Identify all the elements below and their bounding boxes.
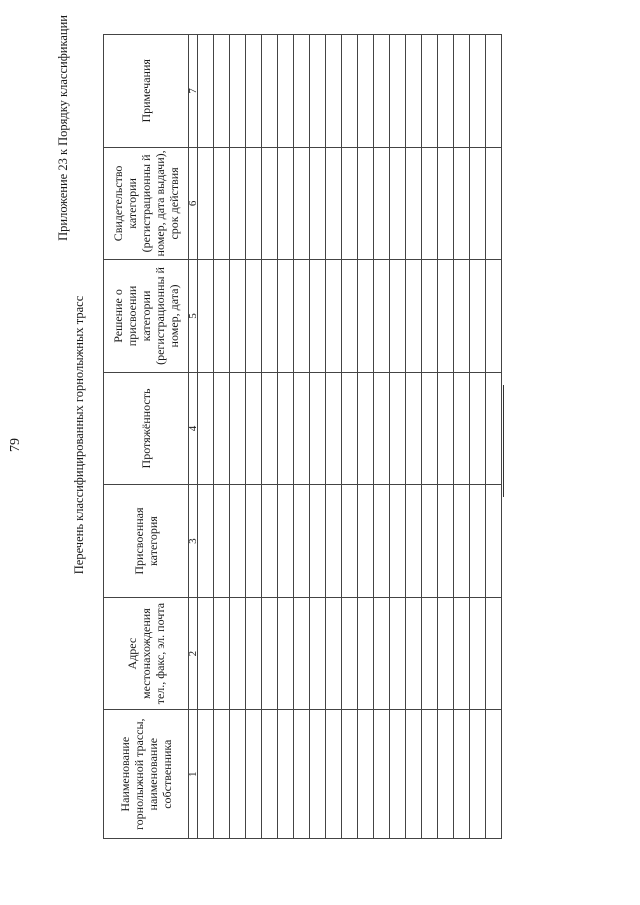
table-cell — [486, 372, 502, 485]
table-cell — [390, 372, 406, 485]
table-cell — [198, 597, 214, 710]
table-cell — [486, 35, 502, 148]
table-cell — [198, 35, 214, 148]
table-cell — [246, 485, 262, 598]
table-cell — [470, 372, 486, 485]
column-number: 2 — [189, 597, 198, 710]
table-cell — [390, 710, 406, 839]
table-cell — [278, 372, 294, 485]
table-cell — [278, 147, 294, 260]
table-cell — [230, 372, 246, 485]
table-cell — [438, 260, 454, 373]
table-cell — [246, 35, 262, 148]
table-cell — [198, 710, 214, 839]
table-cell — [262, 710, 278, 839]
document-title: Перечень классифицированных горнолыжных трасс — [72, 295, 86, 575]
table-cell — [358, 597, 374, 710]
table-cell — [486, 597, 502, 710]
table-cell — [262, 597, 278, 710]
table-cell — [374, 147, 390, 260]
table-cell — [278, 35, 294, 148]
table-cell — [438, 372, 454, 485]
table-cell — [358, 147, 374, 260]
table-cell — [454, 260, 470, 373]
table-cell — [454, 147, 470, 260]
table-row — [406, 35, 422, 839]
table-row — [230, 35, 246, 839]
table-cell — [390, 35, 406, 148]
table-cell — [486, 147, 502, 260]
table-row — [294, 35, 310, 839]
table-cell — [294, 147, 310, 260]
table-cell — [374, 260, 390, 373]
table-row — [262, 35, 278, 839]
table-cell — [198, 485, 214, 598]
table-row — [454, 35, 470, 839]
table-cell — [230, 710, 246, 839]
header-category-certificate: Свидетельство категории (регистрационны й номер, дата выдачи), срок действия — [104, 147, 189, 260]
table-cell — [406, 485, 422, 598]
table-cell — [214, 147, 230, 260]
table-cell — [230, 260, 246, 373]
divider-line — [503, 385, 504, 497]
table-row — [422, 35, 438, 839]
table-cell — [470, 485, 486, 598]
table-cell — [294, 597, 310, 710]
table-cell — [214, 710, 230, 839]
table-cell — [326, 485, 342, 598]
header-category-decision: Решение о присвоении категории (регистрационны й номер, дата) — [104, 260, 189, 373]
column-number: 1 — [189, 710, 198, 839]
table-cell — [214, 597, 230, 710]
table-cell — [374, 597, 390, 710]
table-cell — [294, 35, 310, 148]
table-cell — [342, 597, 358, 710]
table-cell — [374, 485, 390, 598]
table-cell — [230, 597, 246, 710]
table-cell — [390, 485, 406, 598]
table-cell — [342, 485, 358, 598]
table-cell — [422, 35, 438, 148]
table-cell — [294, 710, 310, 839]
table-cell — [326, 147, 342, 260]
table-cell — [422, 260, 438, 373]
table-cell — [246, 147, 262, 260]
table-cell — [470, 147, 486, 260]
column-number: 4 — [189, 372, 198, 485]
column-number: 6 — [189, 147, 198, 260]
table-cell — [310, 260, 326, 373]
table-cell — [214, 485, 230, 598]
table-cell — [326, 372, 342, 485]
table-row — [198, 35, 214, 839]
table-cell — [310, 710, 326, 839]
table-cell — [406, 710, 422, 839]
table-cell — [262, 485, 278, 598]
ski-trails-table — [103, 34, 502, 839]
table-cell — [294, 372, 310, 485]
column-number: 5 — [189, 260, 198, 373]
table-cell — [470, 597, 486, 710]
table-cell — [246, 597, 262, 710]
table-cell — [214, 35, 230, 148]
table-row — [438, 35, 454, 839]
table-cell — [342, 147, 358, 260]
table-cell — [230, 485, 246, 598]
page-number: 79 — [8, 438, 23, 452]
table-cell — [470, 710, 486, 839]
table-row — [310, 35, 326, 839]
header-length: Протяжённость — [104, 372, 189, 485]
table-cell — [310, 147, 326, 260]
table-cell — [342, 372, 358, 485]
table-cell — [470, 35, 486, 148]
table-cell — [294, 260, 310, 373]
table-row — [214, 35, 230, 839]
table-cell — [454, 597, 470, 710]
table-cell — [486, 710, 502, 839]
table-cell — [422, 597, 438, 710]
table-cell — [246, 710, 262, 839]
table-cell — [422, 372, 438, 485]
table-cell — [310, 372, 326, 485]
header-row — [104, 35, 189, 839]
table-cell — [438, 147, 454, 260]
table-cell — [454, 485, 470, 598]
table-cell — [390, 260, 406, 373]
table-cell — [214, 372, 230, 485]
table-cell — [358, 710, 374, 839]
header-assigned-category: Присвоенная категория — [104, 485, 189, 598]
table-cell — [342, 710, 358, 839]
table-cell — [470, 260, 486, 373]
table-cell — [374, 372, 390, 485]
table-cell — [406, 597, 422, 710]
table-cell — [278, 485, 294, 598]
table-cell — [390, 597, 406, 710]
table-cell — [310, 485, 326, 598]
table-row — [246, 35, 262, 839]
column-number: 7 — [189, 35, 198, 148]
table-cell — [358, 485, 374, 598]
table-cell — [246, 260, 262, 373]
table-row — [358, 35, 374, 839]
table-cell — [342, 260, 358, 373]
table-cell — [294, 485, 310, 598]
table-row — [390, 35, 406, 839]
table-cell — [454, 35, 470, 148]
table-cell — [326, 35, 342, 148]
table-cell — [198, 147, 214, 260]
table-cell — [278, 597, 294, 710]
table-cell — [358, 260, 374, 373]
table-cell — [406, 260, 422, 373]
table-cell — [374, 35, 390, 148]
table-cell — [422, 710, 438, 839]
table-row — [470, 35, 486, 839]
header-trail-name: Наименование горнолыжной трассы, наименование собственника — [104, 710, 189, 839]
table-cell — [454, 710, 470, 839]
table-cell — [310, 597, 326, 710]
table-cell — [214, 260, 230, 373]
column-number: 3 — [189, 485, 198, 598]
table-cell — [374, 710, 390, 839]
table-cell — [454, 372, 470, 485]
table-cell — [390, 147, 406, 260]
table-cell — [326, 260, 342, 373]
table-cell — [438, 35, 454, 148]
table-row — [374, 35, 390, 839]
table-cell — [438, 485, 454, 598]
table-cell — [230, 147, 246, 260]
table-cell — [262, 35, 278, 148]
table-cell — [438, 597, 454, 710]
table-cell — [406, 35, 422, 148]
table-cell — [262, 147, 278, 260]
table-cell — [310, 35, 326, 148]
table-row — [342, 35, 358, 839]
table-cell — [278, 260, 294, 373]
column-number-row — [189, 35, 198, 839]
table-cell — [230, 35, 246, 148]
table-cell — [342, 35, 358, 148]
table-cell — [326, 597, 342, 710]
table-cell — [246, 372, 262, 485]
table-cell — [422, 485, 438, 598]
table-row — [278, 35, 294, 839]
table-cell — [262, 260, 278, 373]
table-cell — [406, 147, 422, 260]
table-cell — [198, 260, 214, 373]
table-cell — [438, 710, 454, 839]
table-cell — [486, 485, 502, 598]
table-cell — [198, 372, 214, 485]
table-cell — [326, 710, 342, 839]
table-cell — [358, 372, 374, 485]
appendix-label: Приложение 23 к Порядку классификации — [56, 15, 70, 241]
table-cell — [406, 372, 422, 485]
table-row — [326, 35, 342, 839]
table-cell — [262, 372, 278, 485]
table-cell — [422, 147, 438, 260]
table-row — [486, 35, 502, 839]
table-body — [198, 35, 502, 839]
table-cell — [486, 260, 502, 373]
header-notes: Примечания — [104, 35, 189, 148]
table-cell — [278, 710, 294, 839]
header-address: Адрес местонахождения тел., факс, эл. почта — [104, 597, 189, 710]
table-cell — [358, 35, 374, 148]
